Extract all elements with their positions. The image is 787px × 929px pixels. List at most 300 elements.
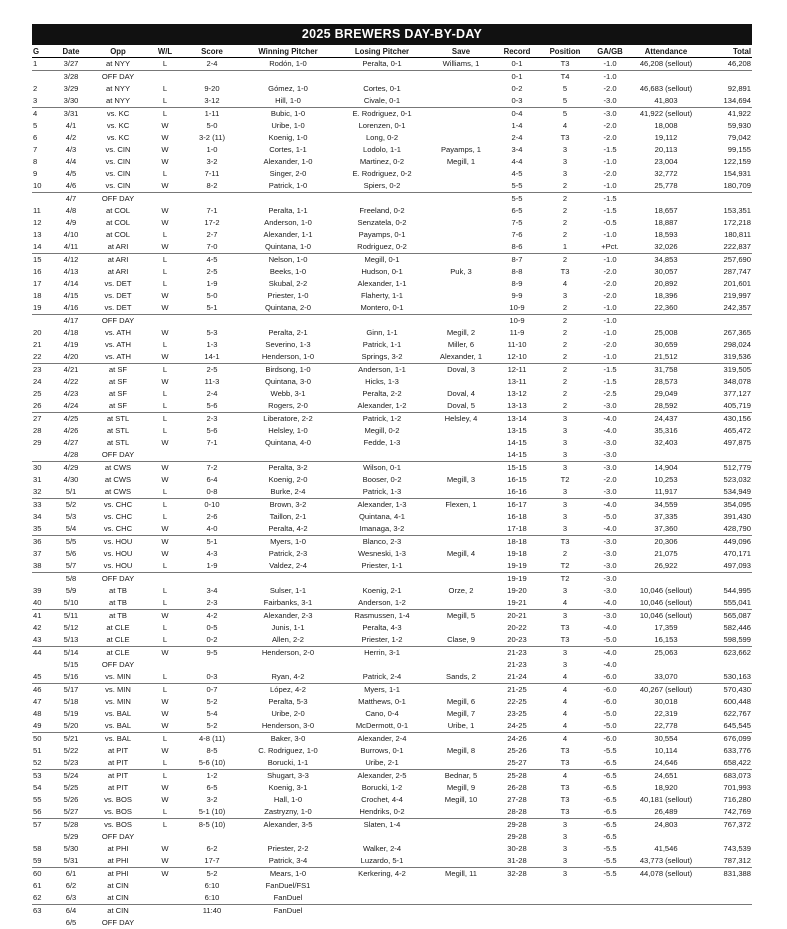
table-row — [32, 364, 752, 377]
table-row — [32, 120, 752, 132]
cell-winning-pitcher: Birdsong, 1-0 — [240, 364, 336, 377]
cell-date: 4/12 — [52, 254, 90, 267]
cell-date: 4/17 — [52, 315, 90, 328]
cell-score: 2-3 — [184, 413, 240, 426]
cell-losing-pitcher: Anderson, 1-1 — [336, 364, 428, 377]
cell-date: 4/24 — [52, 400, 90, 413]
cell-save — [428, 917, 494, 929]
cell-record: 13-14 — [494, 413, 540, 426]
cell-winning-pitcher — [240, 193, 336, 206]
cell-record: 19-19 — [494, 560, 540, 573]
cell-date: 5/24 — [52, 770, 90, 783]
cell-losing-pitcher: E. Rodriguez, 0-2 — [336, 168, 428, 180]
cell-game-number: 8 — [32, 156, 52, 168]
table-row — [32, 770, 752, 783]
cell-date: 4/28 — [52, 449, 90, 462]
cell-position: 3 — [540, 462, 590, 475]
cell-game-number: 30 — [32, 462, 52, 475]
cell-attendance: 22,360 — [630, 302, 702, 315]
cell-win-loss — [146, 315, 184, 328]
cell-game-number: 23 — [32, 364, 52, 377]
cell-total-attendance: 645,545 — [702, 720, 752, 733]
cell-score: 4-5 — [184, 254, 240, 267]
cell-losing-pitcher: Anderson, 1-2 — [336, 597, 428, 610]
cell-games-back: -6.0 — [590, 684, 630, 697]
cell-position: 4 — [540, 720, 590, 733]
cell-losing-pitcher: Herrin, 3-1 — [336, 647, 428, 660]
cell-attendance: 22,778 — [630, 720, 702, 733]
cell-date: 4/21 — [52, 364, 90, 377]
cell-score: 3-2 — [184, 156, 240, 168]
cell-win-loss: L — [146, 806, 184, 819]
cell-game-number — [32, 193, 52, 206]
cell-winning-pitcher: Sulser, 1-1 — [240, 585, 336, 597]
cell-games-back: -1.0 — [590, 71, 630, 84]
cell-save — [428, 486, 494, 499]
cell-score — [184, 449, 240, 462]
cell-opponent: at STL — [90, 437, 146, 449]
cell-game-number: 56 — [32, 806, 52, 819]
cell-total-attendance: 523,032 — [702, 474, 752, 486]
cell-game-number: 46 — [32, 684, 52, 697]
cell-games-back: -4.0 — [590, 647, 630, 660]
cell-game-number: 18 — [32, 290, 52, 302]
cell-win-loss: W — [146, 647, 184, 660]
cell-record: 17-18 — [494, 523, 540, 536]
cell-position: T3 — [540, 745, 590, 757]
cell-date: 4/16 — [52, 302, 90, 315]
cell-winning-pitcher: Uribe, 1-0 — [240, 120, 336, 132]
cell-position: 2 — [540, 548, 590, 560]
cell-score: 6-4 — [184, 474, 240, 486]
cell-games-back: -2.0 — [590, 474, 630, 486]
cell-date: 3/29 — [52, 83, 90, 95]
cell-total-attendance: 676,099 — [702, 733, 752, 746]
col-header-g: G — [32, 45, 52, 58]
cell-record: 6-5 — [494, 205, 540, 217]
table-row — [32, 400, 752, 413]
cell-win-loss: W — [146, 745, 184, 757]
cell-games-back: -3.0 — [590, 548, 630, 560]
cell-opponent: at NYY — [90, 58, 146, 71]
cell-attendance: 23,004 — [630, 156, 702, 168]
cell-record: 13-12 — [494, 388, 540, 400]
cell-total-attendance: 622,767 — [702, 708, 752, 720]
cell-date: 5/8 — [52, 573, 90, 586]
cell-games-back: -6.0 — [590, 671, 630, 684]
cell-date: 5/1 — [52, 486, 90, 499]
cell-win-loss: W — [146, 132, 184, 144]
cell-games-back: -6.5 — [590, 782, 630, 794]
cell-game-number: 41 — [32, 610, 52, 623]
table-row — [32, 905, 752, 918]
cell-score: 3-4 — [184, 585, 240, 597]
cell-attendance: 18,920 — [630, 782, 702, 794]
cell-opponent: at COL — [90, 217, 146, 229]
cell-winning-pitcher: Peralta, 3-2 — [240, 462, 336, 475]
cell-win-loss: L — [146, 58, 184, 71]
cell-total-attendance: 59,930 — [702, 120, 752, 132]
cell-opponent: at SF — [90, 388, 146, 400]
cell-win-loss: L — [146, 684, 184, 697]
cell-total-attendance — [702, 449, 752, 462]
cell-losing-pitcher: Freeland, 0-2 — [336, 205, 428, 217]
cell-score: 5-6 (10) — [184, 757, 240, 770]
cell-score: 4-3 — [184, 548, 240, 560]
table-row — [32, 892, 752, 905]
cell-losing-pitcher: Quintana, 4-1 — [336, 511, 428, 523]
table-row — [32, 720, 752, 733]
cell-record: 22-25 — [494, 696, 540, 708]
cell-score: 2-5 — [184, 364, 240, 377]
cell-games-back: -0.5 — [590, 217, 630, 229]
cell-attendance: 20,892 — [630, 278, 702, 290]
cell-date: 5/11 — [52, 610, 90, 623]
cell-date: 6/2 — [52, 880, 90, 892]
cell-attendance — [630, 659, 702, 671]
cell-opponent: at STL — [90, 425, 146, 437]
cell-date: 5/6 — [52, 548, 90, 560]
cell-games-back: -1.5 — [590, 193, 630, 206]
cell-total-attendance: 623,662 — [702, 647, 752, 660]
cell-record: 4-5 — [494, 168, 540, 180]
cell-games-back: -2.0 — [590, 339, 630, 351]
cell-losing-pitcher — [336, 831, 428, 843]
cell-winning-pitcher: FanDuel — [240, 892, 336, 905]
cell-win-loss: L — [146, 499, 184, 512]
cell-winning-pitcher: Alexander, 3-5 — [240, 819, 336, 832]
cell-opponent: at PHI — [90, 843, 146, 855]
cell-game-number: 43 — [32, 634, 52, 647]
cell-date: 5/4 — [52, 523, 90, 536]
cell-total-attendance — [702, 880, 752, 892]
cell-record: 28-28 — [494, 806, 540, 819]
cell-game-number: 12 — [32, 217, 52, 229]
cell-game-number: 1 — [32, 58, 52, 71]
cell-date: 3/31 — [52, 108, 90, 121]
cell-games-back: -3.0 — [590, 400, 630, 413]
cell-record: 30-28 — [494, 843, 540, 855]
col-header-date: Date — [52, 45, 90, 58]
cell-losing-pitcher: Patrick, 1-1 — [336, 339, 428, 351]
cell-position — [540, 917, 590, 929]
cell-winning-pitcher: Peralta, 2-1 — [240, 327, 336, 339]
cell-game-number: 14 — [32, 241, 52, 254]
cell-attendance: 37,335 — [630, 511, 702, 523]
cell-save: Flexen, 1 — [428, 499, 494, 512]
cell-winning-pitcher: Henderson, 1-0 — [240, 351, 336, 364]
cell-game-number: 63 — [32, 905, 52, 918]
cell-record: 29-28 — [494, 831, 540, 843]
cell-losing-pitcher: Senzatela, 0-2 — [336, 217, 428, 229]
cell-win-loss: L — [146, 511, 184, 523]
cell-date: 4/20 — [52, 351, 90, 364]
cell-opponent: at CLE — [90, 647, 146, 660]
cell-record: 20-21 — [494, 610, 540, 623]
cell-winning-pitcher: Brown, 3-2 — [240, 499, 336, 512]
cell-losing-pitcher: Peralta, 4-3 — [336, 622, 428, 634]
cell-opponent: vs. DET — [90, 278, 146, 290]
cell-record: 7-5 — [494, 217, 540, 229]
cell-games-back: -5.0 — [590, 511, 630, 523]
cell-date: 4/19 — [52, 339, 90, 351]
cell-opponent: at PIT — [90, 745, 146, 757]
cell-position: 3 — [540, 610, 590, 623]
table-row — [32, 302, 752, 315]
cell-total-attendance: 831,388 — [702, 868, 752, 881]
cell-record: 3-4 — [494, 144, 540, 156]
cell-score: 8-5 — [184, 745, 240, 757]
cell-opponent: at SF — [90, 376, 146, 388]
cell-record: 12-11 — [494, 364, 540, 377]
cell-total-attendance: 41,922 — [702, 108, 752, 121]
cell-losing-pitcher: Koenig, 2-1 — [336, 585, 428, 597]
cell-total-attendance: 405,719 — [702, 400, 752, 413]
cell-games-back: -1.0 — [590, 254, 630, 267]
cell-score: 17-7 — [184, 855, 240, 868]
table-row — [32, 782, 752, 794]
cell-save — [428, 180, 494, 193]
cell-score — [184, 573, 240, 586]
cell-winning-pitcher: Skubal, 2-2 — [240, 278, 336, 290]
cell-position: 2 — [540, 180, 590, 193]
cell-opponent: at PHI — [90, 868, 146, 881]
cell-games-back: -3.0 — [590, 486, 630, 499]
cell-score: 5-1 (10) — [184, 806, 240, 819]
cell-games-back: -1.0 — [590, 302, 630, 315]
cell-score — [184, 71, 240, 84]
table-row — [32, 241, 752, 254]
cell-position: 3 — [540, 168, 590, 180]
cell-position: 2 — [540, 364, 590, 377]
cell-record: 11-9 — [494, 327, 540, 339]
cell-score — [184, 193, 240, 206]
cell-record: 24-26 — [494, 733, 540, 746]
cell-games-back: -4.0 — [590, 413, 630, 426]
cell-games-back: -1.0 — [590, 351, 630, 364]
cell-game-number: 17 — [32, 278, 52, 290]
cell-record: 19-21 — [494, 597, 540, 610]
table-row — [32, 132, 752, 144]
cell-total-attendance: 470,171 — [702, 548, 752, 560]
col-header-score: Score — [184, 45, 240, 58]
cell-attendance: 34,559 — [630, 499, 702, 512]
cell-losing-pitcher: McDermott, 0-1 — [336, 720, 428, 733]
cell-record: 8-9 — [494, 278, 540, 290]
cell-game-number: 25 — [32, 388, 52, 400]
cell-record: 25-26 — [494, 745, 540, 757]
cell-winning-pitcher: Patrick, 3-4 — [240, 855, 336, 868]
cell-score: 3-2 (11) — [184, 132, 240, 144]
cell-record: 4-4 — [494, 156, 540, 168]
cell-save: Uribe, 1 — [428, 720, 494, 733]
cell-save: Orze, 2 — [428, 585, 494, 597]
cell-games-back: -6.5 — [590, 831, 630, 843]
cell-date: 5/30 — [52, 843, 90, 855]
cell-position: 3 — [540, 511, 590, 523]
cell-save — [428, 647, 494, 660]
cell-total-attendance: 497,875 — [702, 437, 752, 449]
table-row — [32, 499, 752, 512]
cell-attendance: 25,063 — [630, 647, 702, 660]
cell-date: 5/9 — [52, 585, 90, 597]
cell-games-back: -3.0 — [590, 610, 630, 623]
cell-games-back: -4.0 — [590, 523, 630, 536]
cell-winning-pitcher: Priester, 2-2 — [240, 843, 336, 855]
table-row — [32, 376, 752, 388]
cell-opponent: at CWS — [90, 486, 146, 499]
table-row — [32, 757, 752, 770]
table-row — [32, 585, 752, 597]
cell-opponent: vs. DET — [90, 290, 146, 302]
table-row — [32, 523, 752, 536]
cell-total-attendance: 743,539 — [702, 843, 752, 855]
cell-score: 1-9 — [184, 560, 240, 573]
cell-opponent: vs. CHC — [90, 511, 146, 523]
cell-games-back: -6.5 — [590, 794, 630, 806]
cell-save — [428, 254, 494, 267]
cell-games-back: -2.0 — [590, 83, 630, 95]
cell-games-back: -1.5 — [590, 376, 630, 388]
cell-record: 9-9 — [494, 290, 540, 302]
cell-losing-pitcher: Uribe, 2-1 — [336, 757, 428, 770]
cell-games-back: -3.0 — [590, 437, 630, 449]
cell-opponent: at ARI — [90, 266, 146, 278]
cell-save: Megill, 6 — [428, 696, 494, 708]
cell-winning-pitcher: Zastryzny, 1-0 — [240, 806, 336, 819]
cell-opponent: at SF — [90, 400, 146, 413]
cell-position: 5 — [540, 83, 590, 95]
cell-attendance: 32,026 — [630, 241, 702, 254]
cell-total-attendance: 122,159 — [702, 156, 752, 168]
cell-win-loss: L — [146, 254, 184, 267]
cell-losing-pitcher: Lodolo, 1-1 — [336, 144, 428, 156]
cell-save — [428, 449, 494, 462]
cell-total-attendance: 582,446 — [702, 622, 752, 634]
table-row — [32, 794, 752, 806]
cell-total-attendance — [702, 573, 752, 586]
cell-save: Doval, 5 — [428, 400, 494, 413]
cell-save: Williams, 1 — [428, 58, 494, 71]
cell-total-attendance: 180,709 — [702, 180, 752, 193]
cell-winning-pitcher: FanDuel — [240, 905, 336, 918]
cell-date: 5/3 — [52, 511, 90, 523]
cell-score: 4-0 — [184, 523, 240, 536]
cell-game-number: 4 — [32, 108, 52, 121]
table-row — [32, 684, 752, 697]
cell-opponent: vs. CHC — [90, 499, 146, 512]
cell-losing-pitcher: Megill, 0-2 — [336, 425, 428, 437]
cell-game-number: 57 — [32, 819, 52, 832]
cell-winning-pitcher: Webb, 3-1 — [240, 388, 336, 400]
table-row — [32, 610, 752, 623]
cell-score: 7-1 — [184, 437, 240, 449]
cell-game-number: 61 — [32, 880, 52, 892]
cell-save — [428, 511, 494, 523]
cell-total-attendance: 570,430 — [702, 684, 752, 697]
table-row — [32, 278, 752, 290]
cell-losing-pitcher: Peralta, 0-1 — [336, 58, 428, 71]
cell-date: 5/5 — [52, 536, 90, 549]
cell-date: 4/6 — [52, 180, 90, 193]
cell-win-loss: W — [146, 523, 184, 536]
cell-win-loss: L — [146, 597, 184, 610]
cell-game-number: 15 — [32, 254, 52, 267]
cell-date: 4/1 — [52, 120, 90, 132]
cell-games-back: -5.5 — [590, 843, 630, 855]
cell-score: 2-4 — [184, 388, 240, 400]
cell-opponent: OFF DAY — [90, 659, 146, 671]
cell-opponent: at PIT — [90, 770, 146, 783]
cell-losing-pitcher: Payamps, 0-1 — [336, 229, 428, 241]
table-row — [32, 696, 752, 708]
cell-games-back: -4.0 — [590, 499, 630, 512]
cell-attendance: 30,659 — [630, 339, 702, 351]
cell-opponent: vs. BAL — [90, 733, 146, 746]
cell-total-attendance: 319,505 — [702, 364, 752, 377]
cell-games-back: -4.0 — [590, 597, 630, 610]
cell-games-back: -5.5 — [590, 745, 630, 757]
cell-games-back: -2.0 — [590, 120, 630, 132]
cell-score: 4-2 — [184, 610, 240, 623]
cell-winning-pitcher — [240, 315, 336, 328]
cell-score: 6:10 — [184, 892, 240, 905]
cell-save — [428, 843, 494, 855]
cell-position: 5 — [540, 95, 590, 108]
cell-date: 5/22 — [52, 745, 90, 757]
cell-attendance: 32,403 — [630, 437, 702, 449]
cell-win-loss: L — [146, 819, 184, 832]
cell-opponent: vs. CIN — [90, 180, 146, 193]
cell-score: 2-7 — [184, 229, 240, 241]
cell-winning-pitcher: Peralta, 1-1 — [240, 205, 336, 217]
cell-win-loss — [146, 880, 184, 892]
cell-score: 8-5 (10) — [184, 819, 240, 832]
cell-losing-pitcher — [336, 573, 428, 586]
cell-games-back: -1.0 — [590, 229, 630, 241]
table-row — [32, 474, 752, 486]
cell-games-back: -3.0 — [590, 536, 630, 549]
cell-total-attendance: 428,790 — [702, 523, 752, 536]
cell-date: 5/15 — [52, 659, 90, 671]
cell-date: 4/14 — [52, 278, 90, 290]
cell-winning-pitcher: Helsley, 1-0 — [240, 425, 336, 437]
cell-game-number: 11 — [32, 205, 52, 217]
table-row — [32, 745, 752, 757]
off-day-row — [32, 831, 752, 843]
cell-date: 5/2 — [52, 499, 90, 512]
cell-attendance: 16,153 — [630, 634, 702, 647]
cell-save — [428, 523, 494, 536]
cell-losing-pitcher: Patrick, 1-3 — [336, 486, 428, 499]
cell-game-number: 50 — [32, 733, 52, 746]
cell-record — [494, 880, 540, 892]
cell-date: 4/4 — [52, 156, 90, 168]
cell-record: 16-16 — [494, 486, 540, 499]
cell-total-attendance: 180,811 — [702, 229, 752, 241]
cell-win-loss: W — [146, 708, 184, 720]
cell-win-loss — [146, 193, 184, 206]
cell-position: 3 — [540, 425, 590, 437]
cell-opponent: at STL — [90, 413, 146, 426]
cell-winning-pitcher: Fairbanks, 3-1 — [240, 597, 336, 610]
table-row — [32, 168, 752, 180]
cell-win-loss: W — [146, 217, 184, 229]
cell-position: 3 — [540, 499, 590, 512]
cell-date: 5/26 — [52, 794, 90, 806]
cell-score: 0-2 — [184, 634, 240, 647]
cell-games-back: -5.5 — [590, 868, 630, 881]
